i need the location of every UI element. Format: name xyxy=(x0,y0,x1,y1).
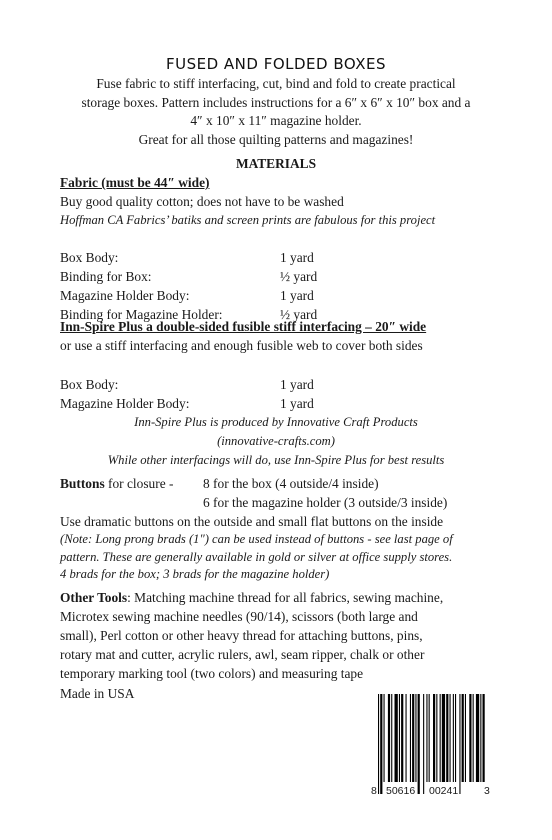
barcode-group-2: 00241 xyxy=(428,782,459,801)
barcode-bar xyxy=(483,694,485,782)
barcode-bar xyxy=(406,694,407,782)
item-qty: 1 yard xyxy=(280,377,314,392)
barcode-bar xyxy=(465,694,466,782)
barcode-bar xyxy=(469,694,471,782)
interfacing-section xyxy=(60,317,530,413)
item-label: Binding for Magazine Holder: xyxy=(60,307,223,322)
barcode-bar xyxy=(391,694,392,782)
made-in: Made in USA xyxy=(60,686,135,701)
interfacing-item xyxy=(60,394,530,413)
barcode-bar xyxy=(473,694,474,782)
buttons-line: Use dramatic buttons on the outside and small flat buttons on the inside xyxy=(60,514,444,529)
note-line: Inn-Spire Plus is produced by Innovative Craft Products xyxy=(134,415,418,429)
barcode-bar xyxy=(401,694,403,782)
interfacing-item xyxy=(60,375,530,394)
interfacing-note xyxy=(40,413,512,470)
barcode-bar xyxy=(433,694,435,782)
page-title: FUSED AND FOLDED BOXES xyxy=(165,55,386,73)
item-qty: ½ yard xyxy=(280,269,318,284)
note-line: While other interfacings will do, use Inn-Spire Plus for best results xyxy=(107,453,445,467)
barcode-bar xyxy=(426,694,427,782)
fabric-heading: Fabric (must be 44″ wide) xyxy=(60,175,210,190)
fabric-section xyxy=(60,173,530,324)
barcode-bar xyxy=(378,694,379,794)
fabric-line: Buy good quality cotton; does not have to be washed xyxy=(60,194,344,209)
barcode-bar xyxy=(480,694,481,782)
intro-line: 4″ x 10″ x 11″ magazine holder. xyxy=(190,113,362,128)
materials-heading: MATERIALS xyxy=(235,156,317,171)
barcode-bar xyxy=(429,694,430,782)
other-tools-line: rotary mat and cutter, acrylic rulers, awl, seam ripper, chalk or other xyxy=(60,647,425,662)
barcode-bar xyxy=(410,694,411,782)
note-line: pattern. These are generally available in gold or silver at office supply stores. xyxy=(60,549,453,564)
barcode-group-1: 50616 xyxy=(385,782,416,801)
buttons-section xyxy=(60,474,530,584)
intro-line: storage boxes. Pattern includes instructions for a 6″ x 6″ x 10″ box and a xyxy=(81,94,471,110)
barcode-bar xyxy=(455,694,456,794)
item-label: Binding for Box: xyxy=(60,269,152,284)
barcode-bar xyxy=(423,694,424,794)
other-tools-section xyxy=(60,588,530,683)
barcode-digits xyxy=(370,782,492,796)
item-label: Magazine Holder Body: xyxy=(60,396,190,411)
interfacing-heading: Inn-Spire Plus a double-sided fusible stiff interfacing – 20″ wide xyxy=(60,319,427,334)
buttons-label: Buttons xyxy=(60,476,105,491)
barcode-bar xyxy=(476,694,479,782)
item-qty: 1 yard xyxy=(280,396,314,411)
item-qty: 1 yard xyxy=(280,288,314,303)
fabric-item xyxy=(60,248,530,267)
intro-line: Fuse fabric to stiff interfacing, cut, bind and fold to create practical xyxy=(96,76,456,91)
intro-paragraph xyxy=(40,75,512,149)
barcode-bar xyxy=(415,694,416,782)
note-line: (innovative-crafts.com) xyxy=(217,434,335,448)
fabric-item xyxy=(60,286,530,305)
buttons-box-count: 8 for the box (4 outside/4 inside) xyxy=(203,476,379,491)
item-qty: 1 yard xyxy=(280,250,314,265)
barcode-bar xyxy=(436,694,437,782)
note-line: (Note: Long prong brads (1″) can be used instead of buttons - see last page of xyxy=(60,532,453,546)
buttons-suffix: for closure - xyxy=(104,476,174,491)
buttons-note xyxy=(60,531,530,584)
other-tools-label: Other Tools xyxy=(60,590,128,605)
barcode-bar xyxy=(459,694,460,794)
item-label: Box Body: xyxy=(60,250,119,265)
buttons-holder-count: 6 for the magazine holder (3 outside/3 inside) xyxy=(203,495,448,510)
barcode-bar xyxy=(399,694,400,782)
barcode-bar xyxy=(446,694,448,782)
barcode-digit-left: 8 xyxy=(370,782,378,801)
barcode-bar xyxy=(384,694,385,782)
barcode-digit-right: 3 xyxy=(483,782,491,801)
barcode-bar xyxy=(450,694,451,782)
item-label: Box Body: xyxy=(60,377,119,392)
fabric-item xyxy=(60,267,530,286)
fabric-note: Hoffman CA Fabrics’ batiks and screen prints are fabulous for this project xyxy=(60,213,436,227)
barcode-bar xyxy=(412,694,414,782)
barcode-bar xyxy=(380,694,382,794)
barcode-bar xyxy=(440,694,441,782)
barcode-bar xyxy=(395,694,398,782)
intro-line: Great for all those quilting patterns and magazines! xyxy=(138,131,414,147)
barcode-bar xyxy=(453,694,454,782)
note-line: 4 brads for the box; 3 brads for the magazine holder) xyxy=(60,567,330,581)
item-qty: ½ yard xyxy=(280,307,318,322)
barcode-bar xyxy=(442,694,445,782)
other-tools-line: Microtex sewing machine needles (90/14), scissors (both large and xyxy=(60,609,418,624)
other-tools-line: small), Perl cotton or other heavy thread for attaching buttons, pins, xyxy=(60,628,423,643)
item-label: Magazine Holder Body: xyxy=(60,288,190,303)
interfacing-line: or use a stiff interfacing and enough fusible web to cover both sides xyxy=(60,338,423,353)
barcode-bar xyxy=(388,694,390,782)
barcode-bar xyxy=(462,694,464,782)
other-tools-line: : Matching machine thread for all fabrics, sewing machine, xyxy=(127,590,444,605)
barcode-bar xyxy=(418,694,420,794)
other-tools-line: temporary marking tool (two colors) and measuring tape xyxy=(60,666,364,681)
